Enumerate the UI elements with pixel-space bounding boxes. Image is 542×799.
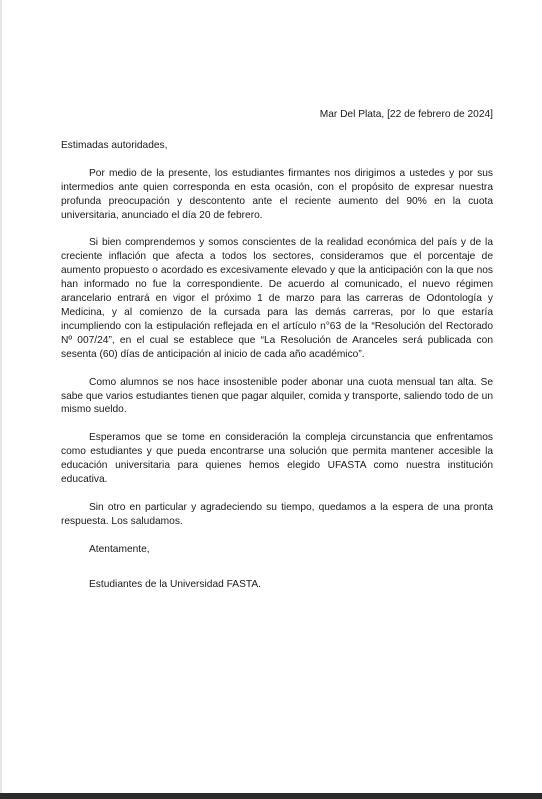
- paragraph-1: Por medio de la presente, los estudiantes firmantes nos dirigimos a ustedes y por sus intermedios ante quien corresponda en esta ocasión, con el propósito de expresar nuestra profunda preocupación y descontento ante el reciente aumento del 90% en la cuota universitaria, anunciado el día 20 de febrero.: [61, 167, 493, 221]
- signature: Estudiantes de la Universidad FASTA.: [89, 578, 261, 590]
- letter-body: [61, 108, 493, 592]
- closing: Atentamente,: [89, 543, 150, 555]
- paragraph-5: Sin otro en particular y agradeciendo su tiempo, quedamos a la espera de una pronta respuesta. Los saludamos.: [61, 501, 493, 527]
- bottom-edge-bar: [0, 793, 542, 799]
- date-line: Mar Del Plata, [22 de febrero de 2024]: [319, 109, 493, 120]
- paragraph-3: Como alumnos se nos hace insostenible poder abonar una cuota mensual tan alta. Se sabe que varios estudiantes tienen que pagar alquiler, comida y transporte, saliendo todo de un mismo sueldo.: [61, 376, 493, 416]
- salutation: Estimadas autoridades,: [61, 139, 168, 151]
- paragraph-4: Esperamos que se tome en consideración la compleja circunstancia que enfrentamos como estudiantes y que pueda encontrarse una solución que permita mantener accesible la educación universitaria para quienes hemos elegido UFASTA como nuestra institución educativa.: [61, 432, 493, 486]
- paragraph-2: Si bien comprendemos y somos conscientes de la realidad económica del país y de la creciente inflación que afecta a todos los sectores, consideramos que el porcentaje de aumento propuesto o acordado es excesivamente elevado y que la anticipación con la que nos han informado no fue la correspondiente. De acuerdo al comunicado, el nuevo régimen arancelario entrará en vigor el próximo 1 de marzo para las carreras de Odontología y Medicina, y al comienzo de la cursada para las demás carreras, por lo que estaría incumpliendo con la estipulación reflejada en el artículo n°63 de la “Resolución del Rectorado Nº 007/24”, en el cual se establece que “La Resolución de Aranceles será publicada con sesenta (60) días de anticipación al inicio de cada año académico”.: [61, 237, 493, 360]
